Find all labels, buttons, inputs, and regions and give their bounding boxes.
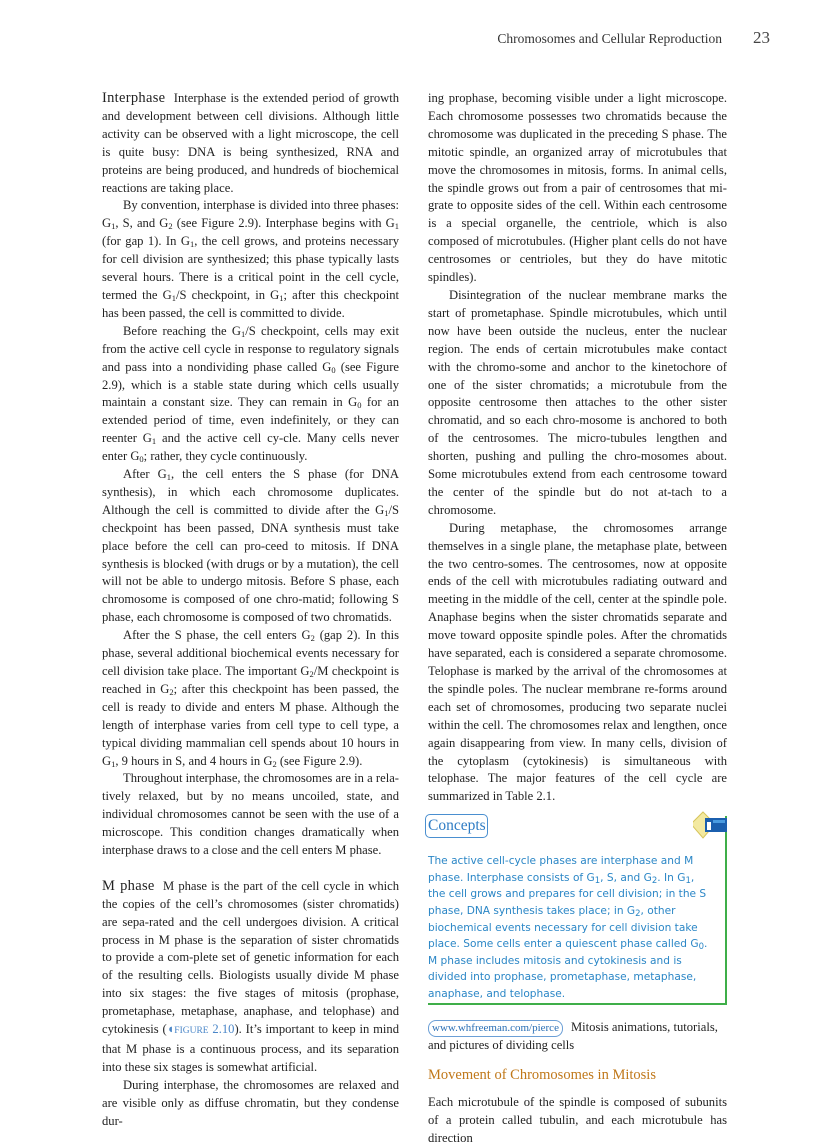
interphase-paragraph: Interphase Interphase is the extended period of growth and development between cell divisions. Although little activity can be observed with a light microscope, the cell is quite busy: DNA is being synthesized, RNA and proteins are being produced, and hundreds of biochemical reactions are taking place. xyxy=(102,90,400,195)
g0-paragraph: Before reaching the $G_1/S$ checkpoint, cells may exit from the active cell cycle in response to regulatory signals and pass into a nondividing phase called $G_0$ (see Figure 2.9), which is a stable state during which cells usually maintain a constant size. They can remain in $G_0$ for an extended period of time, even indefinitely, or they can reenter $G_1$ and the active cell cy-cle. Many cells never enter $G_0$; rather, they cycle continuously. xyxy=(102,323,399,465)
mphase-paragraph: M phase M phase is the part of the cell cycle in which the copies of the cell’s chromosomes (sister chromatids) are sepa-rated and the cell undergoes division. A critical process in M phase is the separation of sister chromatids to provide a com-plete set of genetic information for each of the resulting cells. Biologists usually divide M phase into six stages: the five stages of mitosis (prophase, prometaphase, metaphase, anaphase, and telophase) and cytokinesis (◖FIGURE 2.10). It’s important to keep in mind that M phase is a continuous process, and its separation into these six stages is somewhat artificial. xyxy=(102,877,400,1074)
figure-marker-icon: ◖ xyxy=(166,1022,175,1037)
concepts-label: Concepts xyxy=(425,814,488,838)
web-resource xyxy=(428,1019,727,1055)
concepts-text: The active cell-cycle phases are interphase and M phase. Interphase consists of $G_1$, S, and $G_2$. In $G_1$, the cell grows and prepares for cell division; in the S phase, DNA synthesis takes place; in $G_2$, other biochemical events necessary for cell division take place. Some cells enter a quiescent phase called $G_0$. M phase includes mitosis and cytokinesis and is divided into prophase, prometaphase, metaphase, anaphase, and telophase. xyxy=(428,855,708,1000)
web-description: Mitosis animations, tutorials, and pictures of dividing cells xyxy=(428,1020,718,1053)
g2-paragraph: After the S phase, the cell enters $G_2$ (gap 2). In this phase, several additional biochemical events necessary for cell division take place. The important $G_2/M$ checkpoint is reached in $G_2$; after this checkpoint has been passed, the cell is ready to divide and enters M phase. Although the length of interphase varies from cell type to cell type, a typical dividing mammalian cell spends about 10 hours in $G_1$, 9 hours in S, and 4 hours in $G_2$ (see Figure 2.9). xyxy=(102,628,399,769)
metaphase-paragraph: During metaphase, the chromosomes arrange themselves in a single plane, the metaphase plate, between the two centro-somes. The centrosomes, now at opposite ends of the cell with microtubules radiating outward and meeting in the middle of the cell, center at the spindle pole. Anaphase begins when the sister chromatids separate and move toward opposite spindle poles. After the chromatids have separated, each is considered a separate chromosome. Telophase is marked by the arrival of the chromosomes at the spindle poles. The nuclear membrane re-forms around each set of chromosomes, producing two separate nuclei within the cell. The chromosomes relax and lengthen, once again disappearing from view. In many cells, division of the cytoplasm (cytokinesis) is simultaneous with telophase. The major features of the cell cycle are summarized in Table 2.1. xyxy=(428,520,728,804)
prometaphase-paragraph: Disintegration of the nuclear membrane marks the start of prometaphase. Spindle microtubules, which until now have been outside the nucleus, enter the nuclear region. The ends of certain microtubules make contact with the chromo-some and anchor to the kinetochore of one of the sister chromatids; a microtubule from the opposite centrosome then attaches to the other sister chromatid, and so each chro-mosome is anchored to both of the centrosomes. The micro-tubules lengthen and shorten, pushing and pulling the chro-mosomes about. Some microtubules extend from each centrosome toward the center of the spindle but do not at-tach to a chromosome. xyxy=(428,287,727,517)
running-title: Chromosomes and Cellular Reproduction xyxy=(497,31,722,46)
running-head xyxy=(440,28,770,48)
figure-2-10-link[interactable]: ◖FIGURE 2.10 xyxy=(166,1022,235,1037)
mphase-heading: M phase xyxy=(102,877,155,894)
tubulin-paragraph: Each microtubule of the spindle is composed of subunits of a protein called tubulin, and each microtubule has direction xyxy=(428,1095,727,1145)
concepts-diamond-icon xyxy=(693,810,729,840)
prophase-paragraph: ing prophase, becoming visible under a light microscope. Each chromosome possesses two chromatids because the chromosome was duplicated in the preceding S phase. The mitotic spindle, an organized array of microtubules that move the chromosomes in mitosis, forms. In animal cells, the spindle grows out from a pair of centrosomes that mi-grate to opposite sides of the cell. Within each centrosome is a special organelle, the centriole, which is also composed of microtubules. (Higher plant cells do not have centrosomes or centrioles, but they do have mitotic spindles). xyxy=(428,91,727,285)
interphase-heading: Interphase xyxy=(102,90,166,106)
web-link[interactable]: www.whfreeman.com/pierce xyxy=(428,1020,563,1037)
subsection-title: Movement of Chromosomes in Mitosis xyxy=(428,1067,656,1084)
phases-paragraph: By convention, interphase is divided into three phases: $G_1$, S, and $G_2$ (see Figure 2.9). Interphase begins with $G_1$ (for gap 1). In $G_1$, the cell grows, and proteins necessary for cell division are synthesized; this phase typically lasts several hours. There is a critical point in the cell cycle, termed the $G_1/S$ checkpoint, in $G_1$; after this checkpoint has been passed, the cell is committed to divide. xyxy=(102,198,399,320)
right-column xyxy=(428,90,727,1148)
concepts-box xyxy=(428,816,727,1005)
page-number: 23 xyxy=(753,28,770,47)
relaxed-chromosomes-paragraph: Throughout interphase, the chromosomes are in a rela-tively relaxed, but by no means uncoiled, state, and individual chromosomes cannot be seen with the use of a microscope. This condition changes dramatically when interphase draws to a close and the cell enters M phase. xyxy=(102,771,399,858)
condense-paragraph: During interphase, the chromosomes are relaxed and are visible only as diffuse chromatin, but they condense dur- xyxy=(102,1077,399,1128)
s-phase-paragraph: After $G_1$, the cell enters the S phase (for DNA synthesis), in which each chromosome duplicates. Although the cell is committed to divide after the $G_1/S$ checkpoint has been passed, DNA synthesis must take place before the cell can pro-ceed to mitosis. If DNA synthesis is blocked (with drugs or by a mutation), the cell will not be able to undergo mitosis. Before S phase, each chromosome is composed of one chro-matid; following S phase, each chromosome is composed of two chromatids. xyxy=(102,467,399,625)
left-column xyxy=(102,90,399,1131)
